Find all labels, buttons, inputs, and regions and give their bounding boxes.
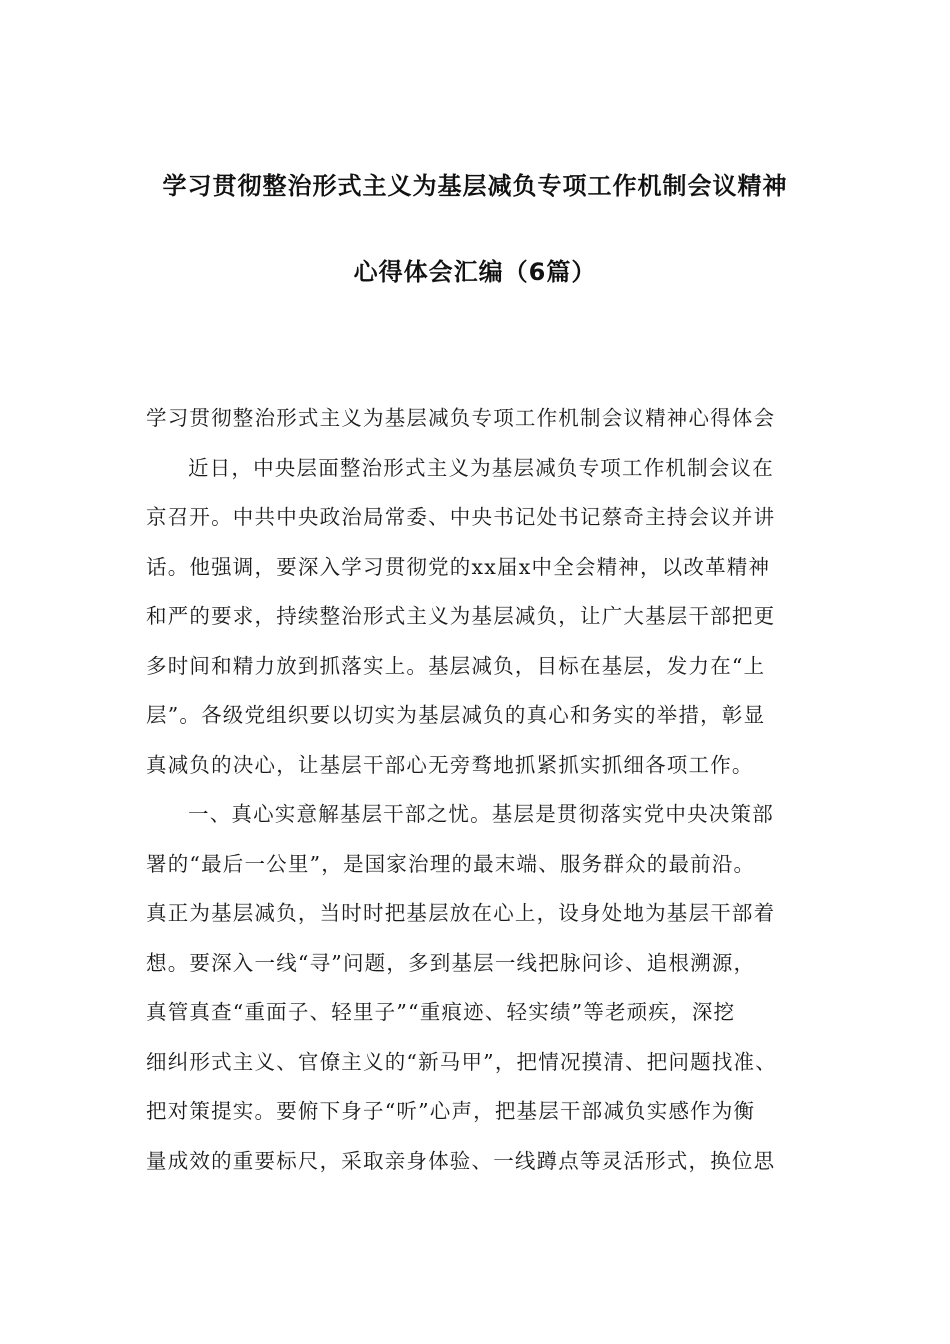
paragraph-line: 近日，中央层面整治形式主义为基层减负专项工作机制会议在	[188, 455, 774, 480]
subtitle-line: 学习贯彻整治形式主义为基层减负专项工作机制会议精神心得体会	[146, 406, 776, 430]
paragraph-line: 和严的要求，持续整治形式主义为基层减负，让广大基层干部把更	[146, 604, 776, 628]
paragraph-line: 想。要深入一线“寻”问题，多到基层一线把脉问诊、追根溯源，	[146, 950, 756, 975]
paragraph-line: 署的“最后一公里”，是国家治理的最末端、服务群众的最前沿。	[146, 851, 756, 876]
paragraph-line: 京召开。中共中央政治局常委、中央书记处书记蔡奇主持会议并讲	[146, 505, 776, 529]
paragraph-line: 量成效的重要标尺，采取亲身体验、一线蹲点等灵活形式，换位思	[146, 1148, 776, 1173]
paragraph-line: 真减负的决心，让基层干部心无旁骛地抓紧抓实抓细各项工作。	[146, 752, 754, 777]
paragraph-line: 一、真心实意解基层干部之忧。基层是贯彻落实党中央决策部	[188, 802, 774, 826]
document-title-line-2: 心得体会汇编（6篇）	[353, 258, 597, 286]
paragraph-line: 把对策提实。要俯下身子“听”心声，把基层干部减负实感作为衡	[146, 1099, 756, 1123]
paragraph-line: 话。他强调，要深入学习贯彻党的xx届x中全会精神，以改革精神	[146, 554, 771, 579]
paragraph-line: 细纠形式主义、官僚主义的“新马甲”，把情况摸清、把问题找准、	[146, 1049, 777, 1074]
paragraph-line: 真管真查“重面子、轻里子”“重痕迹、轻实绩”等老顽疾，深挖	[146, 1000, 736, 1024]
paragraph-line: 真正为基层减负，当时时把基层放在心上，设身处地为基层干部着	[146, 901, 776, 925]
paragraph-line: 多时间和精力放到抓落实上。基层减负，目标在基层，发力在“上	[146, 653, 766, 678]
document-title-line-1: 学习贯彻整治形式主义为基层减负专项工作机制会议精神	[162, 172, 788, 200]
paragraph-line: 层”。各级党组织要以切实为基层减负的真心和务实的举措，彰显	[146, 703, 766, 727]
document-body	[146, 402, 826, 1194]
